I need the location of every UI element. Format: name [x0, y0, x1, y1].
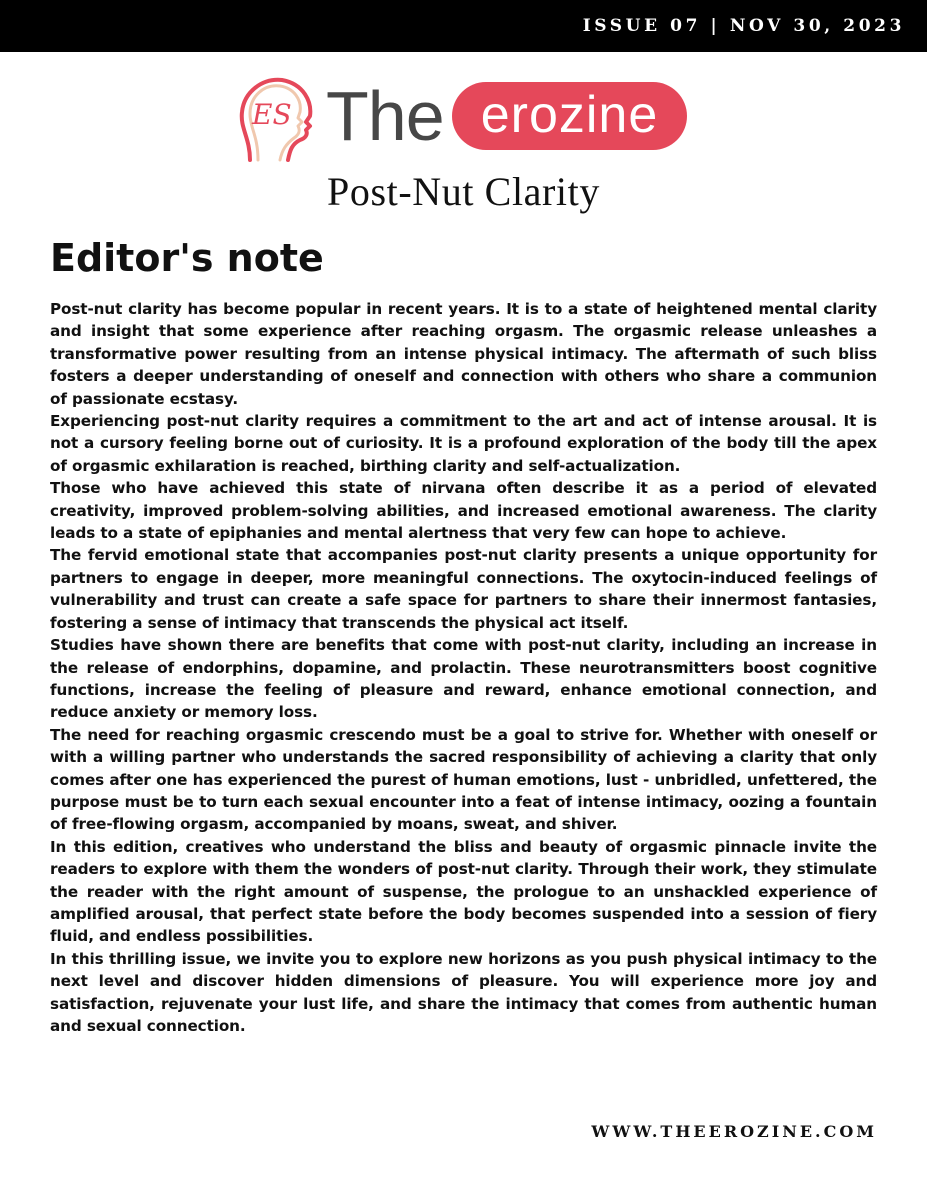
- logo-mark-letters: ES: [252, 98, 292, 131]
- paragraph: Those who have achieved this state of nirvana often describe it as a period of elevated creativity, improved problem-solving abilities, and increased emotional awareness. The clarity leads to a state of epiphanies and mental alertness that very few can hope to achieve.: [50, 479, 877, 543]
- paragraph: The fervid emotional state that accompanies post-nut clarity presents a unique opportunity for partners to engage in deeper, more meaningful connections. The oxytocin-induced feelings of vulnerability and trust can create a safe space for partners to share their innermost fantasies, fostering a sense of intimacy that transcends the physical act itself.: [50, 546, 877, 632]
- paragraph: The need for reaching orgasmic crescendo must be a goal to strive for. Whether with oneself or with a willing partner who understands the sacred responsibility of achieving a clarity that only comes after one has experienced the purest of human emotions, lust - unbridled, unfettered, the purpose must be to turn each sexual encounter into a feat of intense intimacy, oozing a fountain of free-flowing orgasm, accompanied by moans, sweat, and shiver.: [50, 725, 877, 834]
- paragraph: Post-nut clarity has become popular in recent years. It is to a state of heightened mental clarity and insight that some experience after reaching orgasm. The orgasmic release unleashes a transformative power resulting from an intense physical intimacy. The aftermath of such bliss fosters a deeper understanding of oneself and connection with others who share a communion of passionate ecstasy.: [50, 300, 877, 408]
- head-profile-icon: [230, 72, 322, 164]
- logo-pill: [452, 82, 687, 150]
- website-url[interactable]: WWW.THEEROZINE.COM: [591, 1122, 877, 1141]
- logo-word-the: The: [326, 77, 444, 155]
- site-logo: [230, 72, 690, 164]
- section-heading: Editor's note: [50, 236, 324, 280]
- paragraph: In this thrilling issue, we invite you to explore new horizons as you push physical intimacy to the next level and discover hidden dimensions of pleasure. You will experience more joy and satisfaction, rejuvenate your lust life, and share the intimacy that comes from authentic human and sexual connection.: [50, 949, 877, 1035]
- logo-word-erozine: erozine: [480, 86, 659, 144]
- editors-note-body: [50, 298, 877, 1037]
- paragraph: In this edition, creatives who understand the bliss and beauty of orgasmic pinnacle invite the readers to explore with them the wonders of post-nut clarity. Through their work, they stimulate the reader with the right amount of suspense, the prologue to an unshackled experience of amplified arousal, that perfect state before the body becomes suspended into a session of fiery fluid, and endless possibilities.: [50, 837, 877, 946]
- paragraph: Experiencing post-nut clarity requires a commitment to the art and act of intense arousal. It is not a cursory feeling borne out of curiosity. It is a profound exploration of the body till the apex of orgasmic exhilaration is reached, birthing clarity and self-actualization.: [50, 412, 877, 475]
- top-bar: [0, 0, 927, 52]
- paragraph: Studies have shown there are benefits that come with post-nut clarity, including an increase in the release of endorphins, dopamine, and prolactin. These neurotransmitters boost cognitive functions, increase the feeling of pleasure and reward, enhance emotional connection, and reduce anxiety or memory loss.: [50, 636, 877, 722]
- issue-title: Post-Nut Clarity: [327, 169, 600, 214]
- issue-date-line: ISSUE 07 | NOV 30, 2023: [582, 16, 905, 36]
